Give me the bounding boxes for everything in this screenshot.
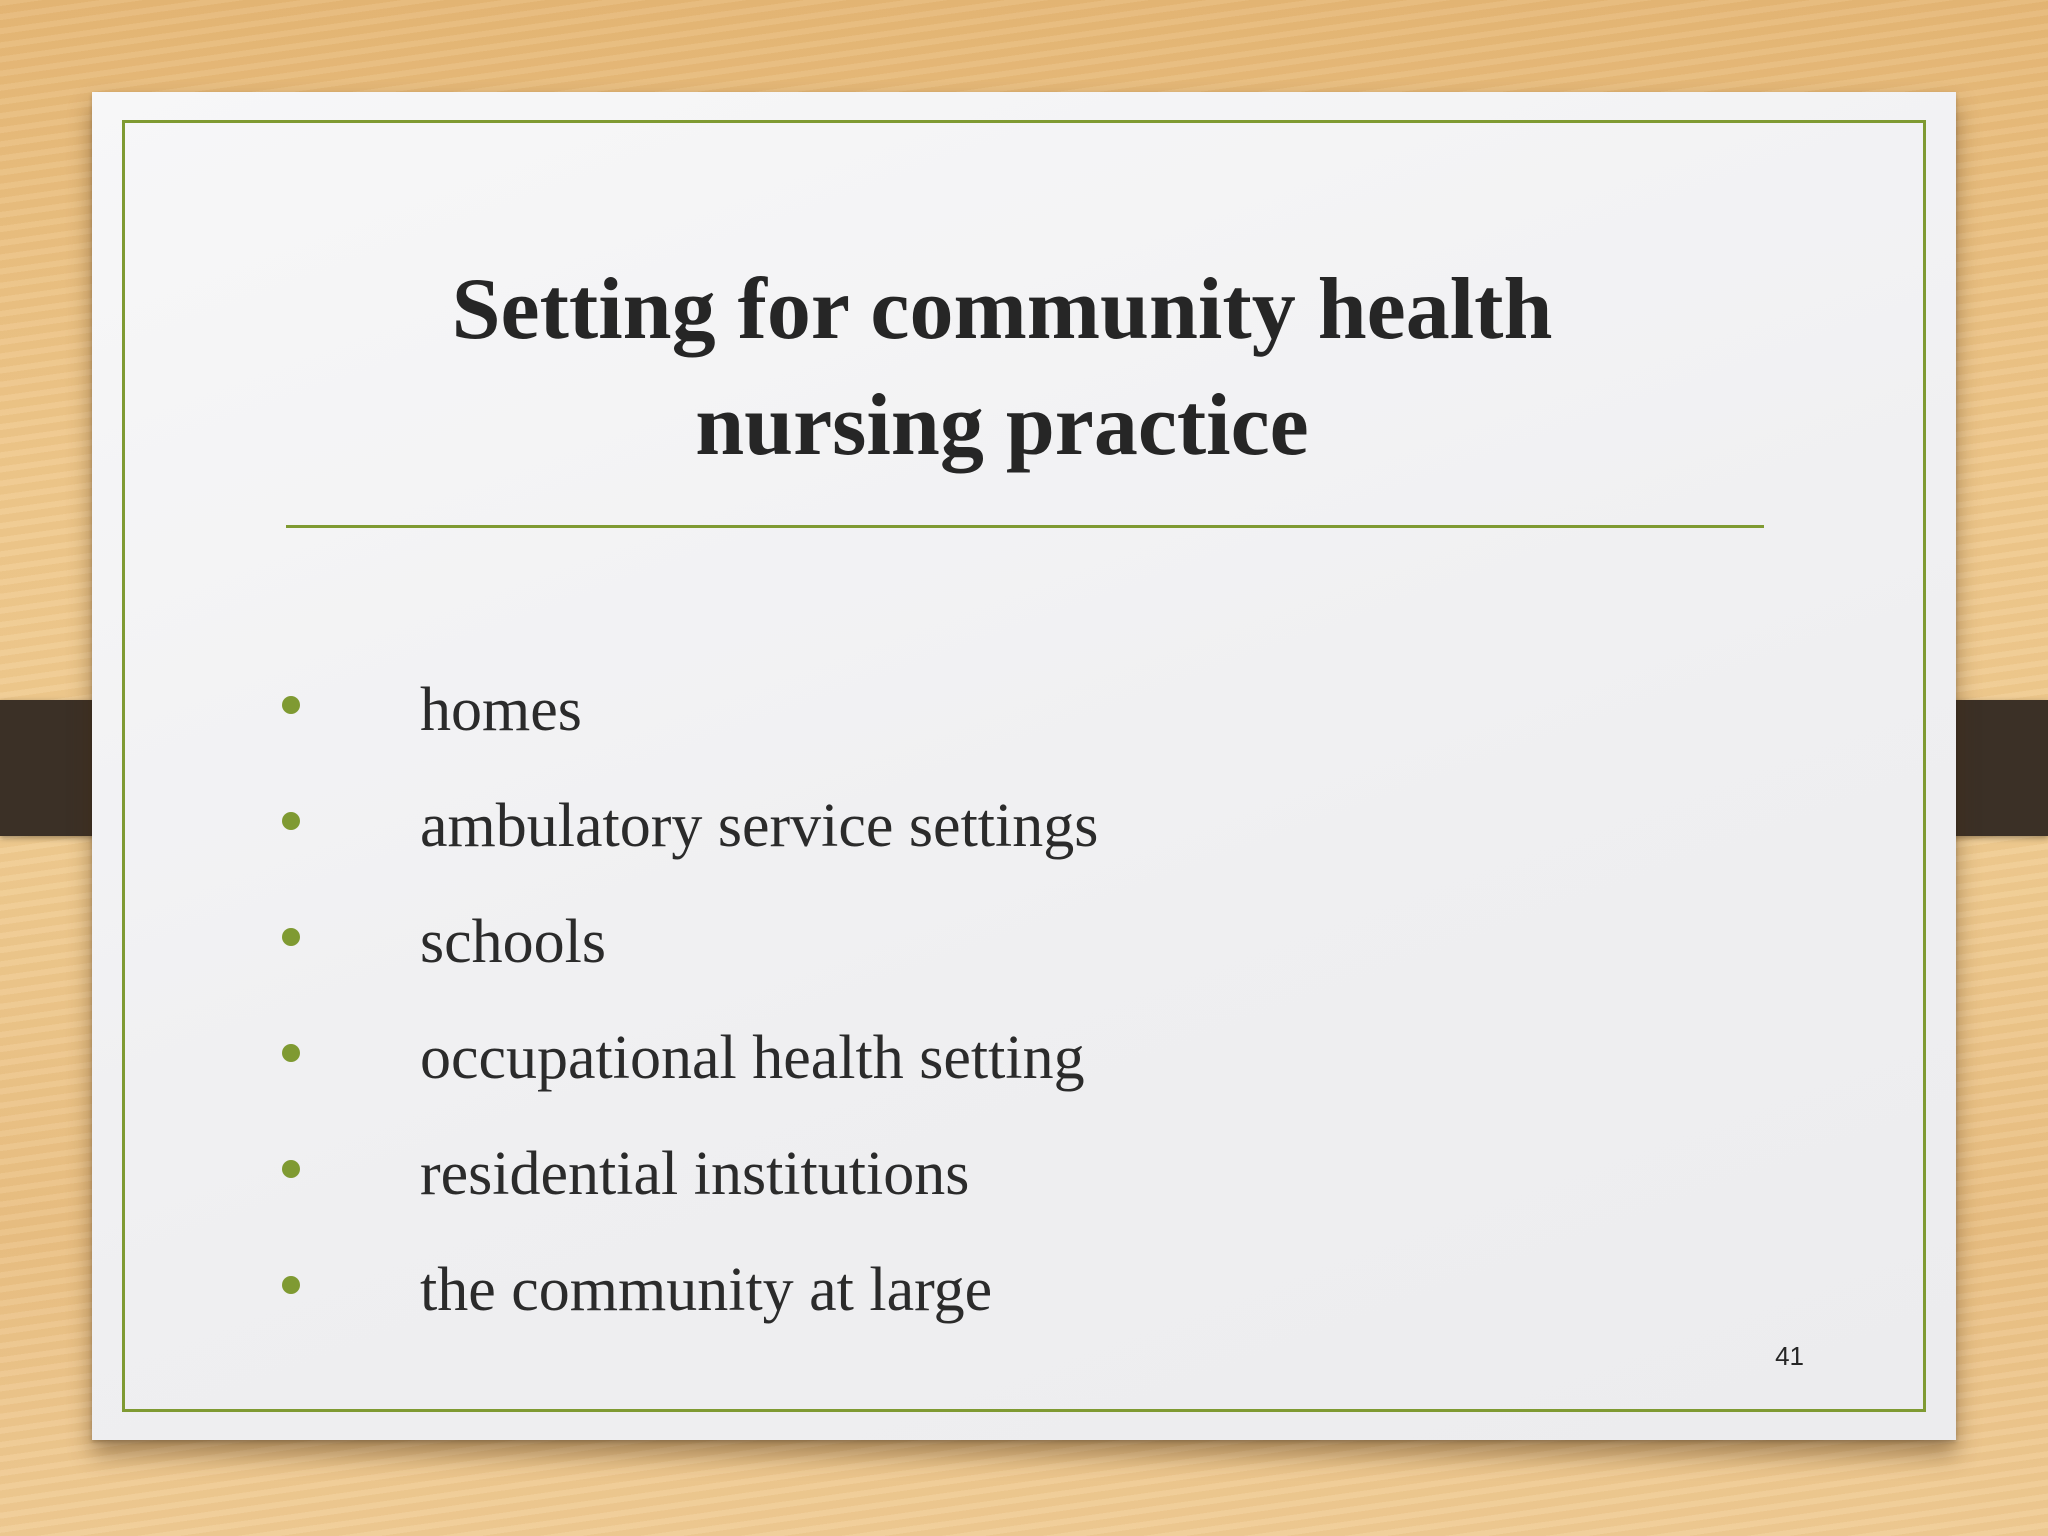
list-item-text: ambulatory service settings bbox=[420, 792, 1099, 860]
slide-title-line-1: Setting for community health bbox=[451, 261, 1553, 358]
slide-title bbox=[292, 252, 1712, 484]
bullet-dot-icon bbox=[282, 1044, 300, 1062]
slide bbox=[92, 92, 1956, 1440]
list-item-text: occupational health setting bbox=[420, 1024, 1085, 1092]
list-item-text: schools bbox=[420, 908, 606, 976]
list-item-text: the community at large bbox=[420, 1256, 993, 1324]
slide-title-line-2: nursing practice bbox=[695, 377, 1309, 474]
title-divider bbox=[286, 525, 1764, 528]
list-item-text: residential institutions bbox=[420, 1140, 970, 1208]
bullet-dot-icon bbox=[282, 1276, 300, 1294]
bullet-dot-icon bbox=[282, 928, 300, 946]
slide-page-number: 41 bbox=[1775, 1341, 1804, 1371]
bullet-dot-icon bbox=[282, 1160, 300, 1178]
list-item-text: homes bbox=[420, 676, 582, 744]
bullet-dot-icon bbox=[282, 812, 300, 830]
bullet-dot-icon bbox=[282, 696, 300, 714]
